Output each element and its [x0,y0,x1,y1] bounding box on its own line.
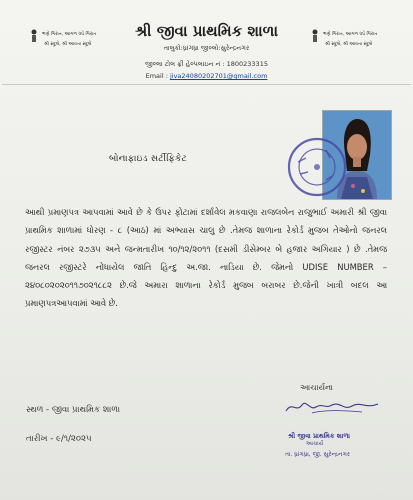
stamp-school-name: શ્રી જીવા પ્રાથમિક શાળા [288,432,351,440]
helpline: જીલ્લા ટોલ ફ્રી હેલ્પલાઇન નં : 1800233315 [145,60,268,68]
certificate-body: આથી પ્રમાણપત્ર આપવામાં આવે છે કે ઉપર ફોટામાં દર્શાવેલ મકવાણા રાજલબેન રાજુભાઈ અમારી શ્રી જીવા પ્રાથમિક શાળામાં ધોરણ - ૮ (આઠ) માં અભ્યાસ ચાલુ છે .તેમજ શાળાના રેકોર્ડ મુજબ તેઓનો જનરલ રજીસ્ટર નંબર ૨૭૩૫ અને જન્મતારીખ ૧૦/૧૨/૨૦૧૧ (દસમી ડીસેમ્બર બે હજાર અગિયાર ) છે .તેમજ જનરલ રજીસ્ટરે નોંધાયેલ જાતિ હિન્દુ અ.જા. નાડિયા છે. જેમનો UDISE NUMBER – ૨૪૦૮૦૨૦૨૦૧૧૭૦૨૧૮૮૨ છે.જે અમારા શાળાના રેકોર્ડ મુજબ બરાબર છે.જેની ખાત્રી બદલ આ પ્રમાણપત્રઆપવામાં આવે છે. [25,207,387,309]
logo-right-line1: ભણે ગિરાત, આગળ ધપે ગિરાત [323,32,378,37]
school-round-stamp [286,136,348,198]
email-label: Email : [145,72,168,80]
taluka-line: તાલુકો:ધ્રાંગધ્રા જીલ્લો:સુરેન્દ્રનગર [163,44,250,52]
certificate-title: બોનાફાઇડ સર્ટીફિકેટ [109,154,187,164]
principal-label: આચાર્યના [300,383,334,392]
logo-right-line2: શ્રી સ્કૂલે, શ્રી આવતા સ્કૂલે [325,42,373,47]
principal-signature [282,395,382,417]
header-divider [2,84,411,85]
logo-left-line2: શ્રી સ્કૂલે, શ્રી આવતા સ્કૂલે [44,42,92,47]
place-line: સ્થળ - જીવા પ્રાથમિક શાળા [26,405,121,415]
school-name: શ્રી જીવા પ્રાથમિક શાળા [134,22,279,40]
email-line [0,72,413,80]
logo-left-line1: ભણે ગિરાત, આગળ ધપે ગિરાત [42,32,97,37]
stamp-address: તા. ધ્રાંગધ્રા, જી. સુરેન્દ્રનગર [285,451,350,458]
email-link[interactable]: jiva24080202701@gmail.com [169,72,268,80]
date-line: તારીખ - ૯/૧/૨૦૨૫ [26,434,92,444]
stamp-designation: આચાર્ય [306,441,324,447]
